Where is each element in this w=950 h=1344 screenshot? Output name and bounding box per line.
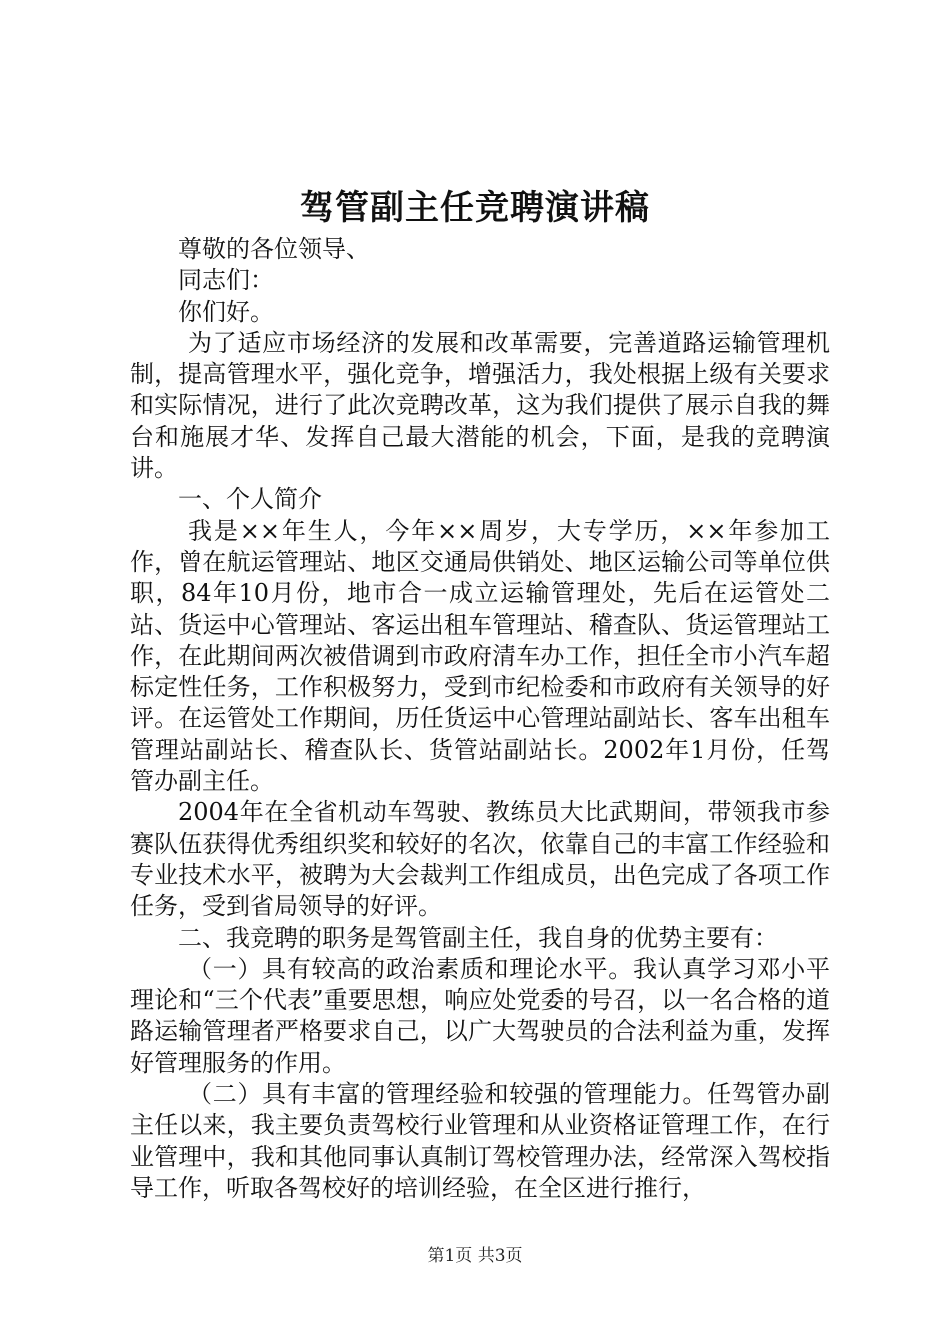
personal-bio-paragraph: 我是××年生人，今年××周岁，大专学历，××年参加工作，曾在航运管理站、地区交通局供销处、地区运输公司等单位供职，84年10月份，地市合一成立运输管理处，先后在运管处二站、货运中心管理站、客运出租车管理站、稽查队、货运管理站工作，在此期间两次被借调到市政府清车办工作，担任全市小汽车超标定性任务，工作积极努力，受到市纪检委和市政府有关领导的好评。在运管处工作期间，历任货运中心管理站副站长、客车出租车管理站副站长、稽查队长、货管站副站长。2002年1月份，任驾管办副主任。 xyxy=(130,516,830,796)
salutation-line-2: 同志们： xyxy=(178,266,274,295)
section-heading-advantages: 二、我竞聘的职务是驾管副主任，我自身的优势主要有： xyxy=(178,923,778,952)
page-number-footer: 第1页 共3页 xyxy=(427,1246,523,1266)
advantage-two-paragraph: （二）具有丰富的管理经验和较强的管理能力。任驾管办副主任以来，我主要负责驾校行业管理和从业资格证管理工作，在行业管理中，我和其他同事认真制订驾校管理办法，经常深入驾校指导工作，听取各驾校好的培训经验，在全区进行推行， xyxy=(130,1080,830,1202)
intro-paragraph: 为了适应市场经济的发展和改革需要，完善道路运输管理机制，提高管理水平，强化竞争，增强活力，我处根据上级有关要求和实际情况，进行了此次竞聘改革，这为我们提供了展示自我的舞台和施展才华、发挥自己最大潜能的机会，下面，是我的竞聘演讲。 xyxy=(130,328,830,483)
salutation-line-1: 尊敬的各位领导、 xyxy=(178,235,370,263)
competition-paragraph: 2004年在全省机动车驾驶、教练员大比武期间，带领我市参赛队伍获得优秀组织奖和较好的名次，依靠自己的丰富工作经验和专业技术水平，被聘为大会裁判工作组成员，出色完成了各项工作任务，受到省局领导的好评。 xyxy=(130,798,830,921)
document-body xyxy=(130,234,830,1204)
greeting-line: 你们好。 xyxy=(178,297,274,326)
section-heading-personal: 一、个人简介 xyxy=(178,485,322,514)
document-title: 驾管副主任竞聘演讲稿 xyxy=(300,188,650,228)
advantage-one-paragraph: （一）具有较高的政治素质和理论水平。我认真学习邓小平理论和“三个代表”重要思想，响应处党委的号召，以一名合格的道路运输管理者严格要求自己，以广大驾驶员的合法利益为重，发挥好管理服务的作用。 xyxy=(130,954,830,1077)
